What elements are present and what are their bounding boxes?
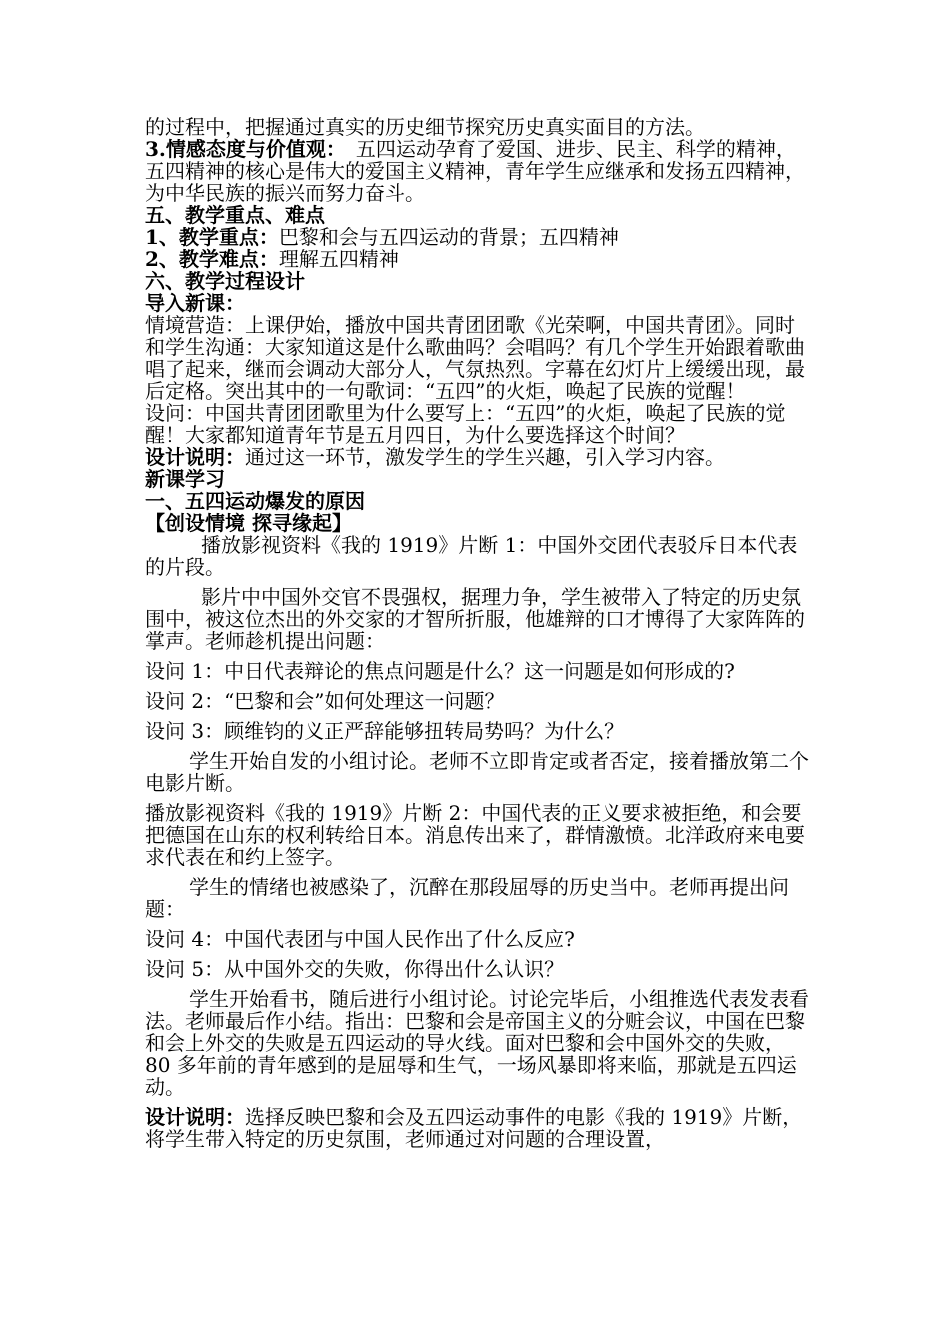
paragraph-question-2: 设问 2：“巴黎和会”如何处理这一问题？ xyxy=(145,689,505,713)
paragraph-key-point: 1、教学重点：巴黎和会与五四运动的背景；五四精神 xyxy=(145,225,619,249)
heading-intro: 导入新课： xyxy=(145,291,245,315)
paragraph-clip-1: 播放影视资料《我的 1919》片断 1：中国外交团代表驳斥日本代表的片段。 xyxy=(145,533,798,579)
heading-section-1: 一、五四运动爆发的原因 xyxy=(145,489,365,513)
paragraph-difficulty: 2、教学难点：理解五四精神 xyxy=(145,247,399,271)
paragraph-design-note-1: 设计说明：通过这一环节，激发学生的学生兴趣，引入学习内容。 xyxy=(145,445,725,469)
paragraph-emotion: 学生的情绪也被感染了，沉醉在那段屈辱的历史当中。老师再提出问题： xyxy=(145,875,789,921)
paragraph-question-3: 设问 3：顾维钧的义正严辞能够扭转局势吗？为什么？ xyxy=(145,719,625,743)
paragraph-discussion-1: 学生开始自发的小组讨论。老师不立即肯定或者否定，接着播放第二个电影片断。 xyxy=(145,749,809,795)
document-page xyxy=(145,116,810,1150)
paragraph-scenario: 情境营造：上课伊始，播放中国共青团团歌《光荣啊，中国共青团》。同时和学生沟通：大家知道这是什么歌曲吗？会唱吗？有几个学生开始跟着歌曲唱了起来，继而会调动大部分人，气氛热烈。字幕在幻灯片上缓缓出现，最后定格。突出其中的一句歌词：“五四”的火炬，唤起了民族的觉醒！ xyxy=(145,313,805,403)
paragraph-question-5: 设问 5：从中国外交的失败，你得出什么认识？ xyxy=(145,957,565,981)
paragraph-question-4: 设问 4：中国代表团与中国人民作出了什么反应? xyxy=(145,927,575,951)
heading-key-points: 五、教学重点、难点 xyxy=(145,203,325,227)
paragraph-clip-2: 播放影视资料《我的 1919》片断 2：中国代表的正义要求被拒绝，和会要把德国在山东的权利转给日本。消息传出来了，群情激愤。北洋政府来电要求代表在和约上签字。 xyxy=(145,801,805,869)
paragraph-summary: 学生开始看书，随后进行小组讨论。讨论完毕后，小组推选代表发表看法。老师最后作小结。指出：巴黎和会是帝国主义的分赃会议，中国在巴黎和会上外交的失败是五四运动的导火线。面对巴黎和会中国外交的失败，80 多年前的青年感到的是屈辱和生气，一场风暴即将来临，那就是五四运动。 xyxy=(145,987,809,1099)
heading-situation: 【创设情境 探寻缘起】 xyxy=(145,511,352,535)
paragraph-question-1: 设问 1：中日代表辩论的焦点问题是什么？这一问题是如何形成的? xyxy=(145,659,735,683)
heading-new-lesson: 新课学习 xyxy=(145,467,225,491)
heading-process-design: 六、教学过程设计 xyxy=(145,269,305,293)
paragraph-clip-1-desc: 影片中中国外交官不畏强权，据理力争，学生被带入了特定的历史氛围中，被这位杰出的外交家的才智所折服，他雄辩的口才博得了大家阵阵的掌声。老师趁机提出问题： xyxy=(145,585,805,653)
paragraph-question-intro: 设问：中国共青团团歌里为什么要写上：“五四”的火炬，唤起了民族的觉醒！大家都知道青年节是五月四日，为什么要选择这个时间？ xyxy=(145,401,786,447)
paragraph-method: 的过程中，把握通过真实的历史细节探究历史真实面目的方法。 xyxy=(145,115,705,139)
paragraph-values-goal: 3.情感态度与价值观： 五四运动孕育了爱国、进步、民主、科学的精神，五四精神的核心是伟大的爱国主义精神，青年学生应继承和发扬五四精神，为中华民族的振兴而努力奋斗。 xyxy=(145,137,805,205)
paragraph-design-note-2: 设计说明：选择反映巴黎和会及五四运动事件的电影《我的 1919》片断，将学生带入特定的历史氛围，老师通过对问题的合理设置， xyxy=(145,1105,803,1151)
